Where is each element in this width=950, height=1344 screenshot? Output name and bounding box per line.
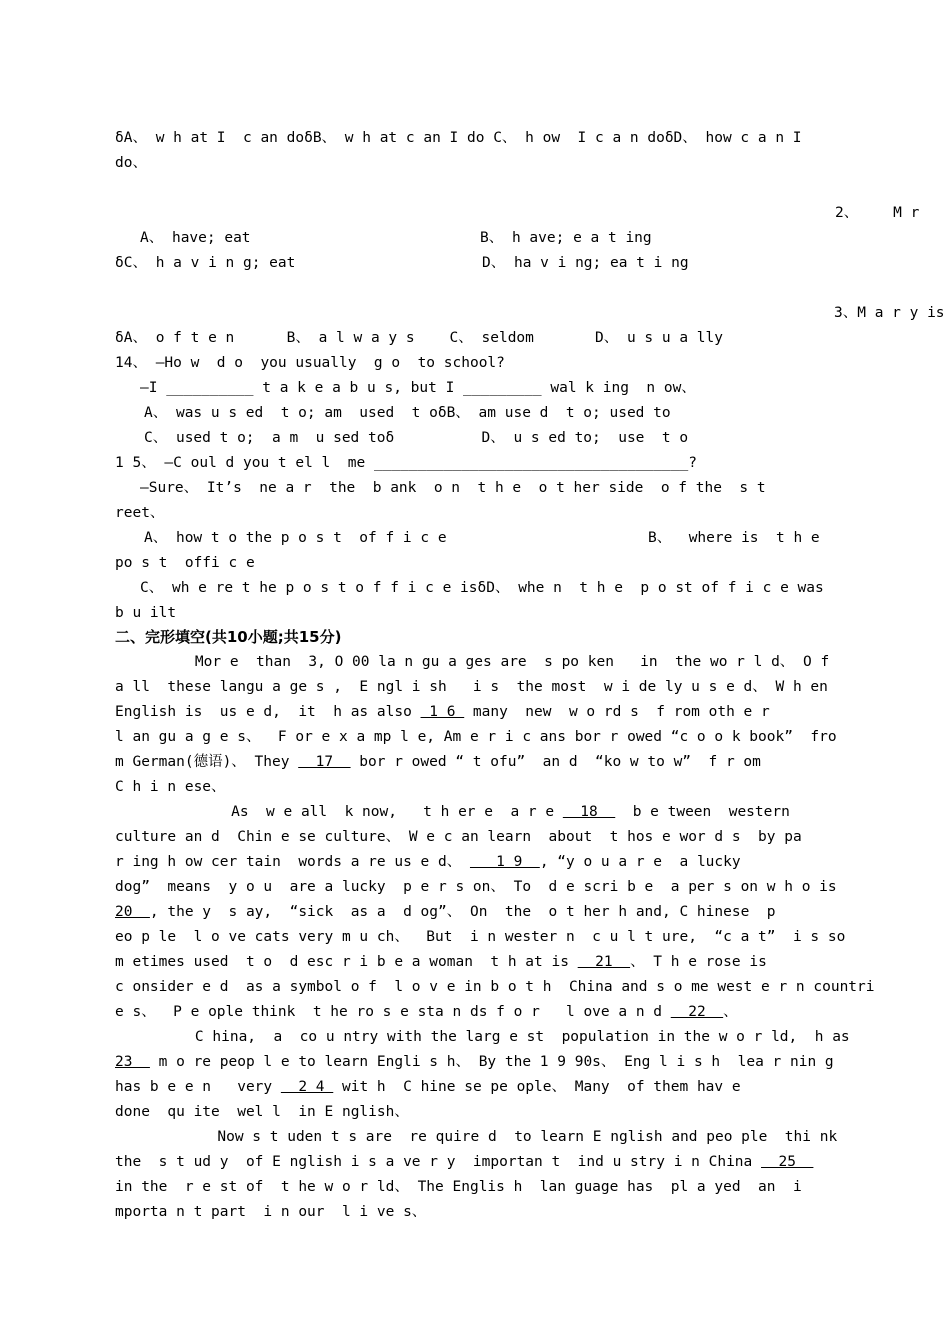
q15-response-line-2: reet、 xyxy=(115,505,165,521)
q15-options-cd: C、 wh e re t he p o s t o f f i c e isδD、 whe n t h e p o st of f i c e was xyxy=(140,580,824,596)
cloze-text: m o re peop l e to learn Engli s h、 By the 1 9 90s、 Eng l i s h lea r nin g xyxy=(149,1054,834,1070)
q15-blank: ____________________________________ xyxy=(373,455,689,471)
q2-option-b: B、 h ave; e a t ing xyxy=(480,230,652,246)
cloze-text: bor r owed “ t ofu” an d “ko w to w” f r om xyxy=(350,754,761,770)
q14-answer-line xyxy=(140,378,696,398)
q3-stem-fragment: 3、M a r y is xyxy=(834,305,945,321)
cloze-blank-21: 21 xyxy=(577,954,631,970)
q14-answer-c: wal k ing n ow、 xyxy=(550,380,696,396)
section-2-heading: 二、完形填空(共10小题;共15分) xyxy=(115,628,342,646)
cloze-line: in the r e st of t he w o r ld、 The Englis h lan guage has pl a yed an i xyxy=(115,1179,802,1195)
cloze-line xyxy=(115,752,761,772)
cloze-text: r ing h ow cer tain words a re us e d、 xyxy=(115,854,470,870)
q15-options-cd-continuation: b u ilt xyxy=(115,605,177,621)
q14-blank-2: _________ xyxy=(463,380,542,396)
cloze-text: m etimes used t o d esc r i b e a woman t h at is xyxy=(115,954,578,970)
q15-stem-a: 1 5、 —C oul d you t el l me xyxy=(115,455,366,471)
q14-options-line-2: C、 used t o; a m u sed toδ D、 u s ed to; use t o xyxy=(144,430,689,446)
cloze-line: culture an d Chin e se culture、 W e c an learn about t hos e wor d s by pa xyxy=(115,829,802,845)
cloze-line xyxy=(115,702,770,722)
cloze-blank-25: 25 xyxy=(761,1154,814,1170)
cloze-line: C hina, a co u ntry with the larg e st population in the w o r ld, h as xyxy=(160,1029,850,1045)
cloze-text: wit h C hine se pe ople、 Many of them hav e xyxy=(333,1079,741,1095)
q14-stem: 14、 —Ho w d o you usually g o to school? xyxy=(115,355,505,371)
cloze-blank-19: 1 9 xyxy=(469,854,540,870)
q15-stem-b: ? xyxy=(688,455,697,471)
cloze-line: dog” means y o u are a lucky p e r s on、 To d e scri b e a per s on w h o is xyxy=(115,879,837,895)
cloze-text: m German(德语)、 They xyxy=(115,754,299,770)
q15-response-line-1: —Sure、 It’s ne a r the b ank o n t h e o t her side o f the s t xyxy=(140,480,766,496)
q15-option-b-continuation: po s t offi c e xyxy=(115,555,255,571)
cloze-line: done qu ite wel l in E nglish、 xyxy=(115,1104,409,1120)
cloze-text: , the y s ay, “sick as a d og”、 On the o t her h and, C hinese p xyxy=(149,904,776,920)
cloze-line: eo p le l o ve cats very m u ch、 But i n wester n c u l t ure, “c a t” i s so xyxy=(115,929,846,945)
cloze-text: 、 xyxy=(723,1004,738,1020)
cloze-blank-24: 2 4 xyxy=(280,1079,334,1095)
q14-blank-1: __________ xyxy=(166,380,254,396)
cloze-line: a ll these langu a ge s , E ngl i sh i s the most w i de ly u s e d、 W h en xyxy=(115,679,828,695)
cloze-blank-17: 17 xyxy=(298,754,351,770)
cloze-line xyxy=(115,1152,813,1172)
cloze-text: has b e e n very xyxy=(115,1079,281,1095)
cloze-line xyxy=(115,852,741,872)
cloze-blank-22: 22 xyxy=(670,1004,724,1020)
cloze-text: , “y o u a r e a lucky xyxy=(539,854,741,870)
cloze-text: b e tween western xyxy=(615,804,790,820)
cloze-blank-16: 1 6 xyxy=(420,704,465,720)
cloze-line xyxy=(115,1002,738,1022)
cloze-line xyxy=(115,902,776,922)
cloze-blank-18: 18 xyxy=(562,804,616,820)
cloze-line xyxy=(115,952,767,972)
cloze-line: Mor e than 3, O 00 la n gu a ges are s po ken in the wo r l d、 O f xyxy=(160,654,830,670)
cloze-line xyxy=(115,1077,741,1097)
cloze-blank-23: 23 xyxy=(115,1054,150,1070)
cloze-text: many new w o rd s f rom oth e r xyxy=(464,704,770,720)
q3-options-line: δA、 o f t e n B、 a l w a y s C、 seldom D、 u s u a lly xyxy=(115,330,723,346)
cloze-line: Now s t uden t s are re quire d to learn E nglish and peo ple thi nk xyxy=(165,1129,838,1145)
q15-stem xyxy=(115,453,697,473)
cloze-text: English is us e d, it h as also xyxy=(115,704,421,720)
q2-option-a: A、 have; eat xyxy=(140,230,251,246)
q14-answer-a: —I xyxy=(140,380,158,396)
q2-stem-fragment: 2、 M r xyxy=(835,205,920,221)
q1-options-line: δA、 w h at I c an doδB、 w h at c an I do C、 h ow I c a n doδD、 how c a n I xyxy=(115,130,802,146)
cloze-blank-20: 20 xyxy=(115,904,150,920)
q14-options-line-1: A、 was u s ed t o; am used t oδB、 am use d t o; used to xyxy=(144,405,671,421)
q15-option-b: B、 where is t h e xyxy=(648,530,820,546)
cloze-line: l an gu a g e s、 F or e x a mp l e, Am e r i c ans bor r owed “c o o k book” fro xyxy=(115,729,837,745)
cloze-line: mporta n t part i n our l i ve s、 xyxy=(115,1204,427,1220)
cloze-text: e s、 P e ople think t he ro s e sta n ds f o r l ove a n d xyxy=(115,1004,671,1020)
cloze-text: As w e all k now, t h er e a r e xyxy=(170,804,563,820)
q1-options-continuation: do、 xyxy=(115,155,147,171)
q14-answer-b: t a k e a b u s, but I xyxy=(262,380,455,396)
cloze-line: c onsider e d as a symbol o f l o v e in b o t h China and s o me west e r n countri xyxy=(115,979,875,995)
q2-option-d: D、 ha v i ng; ea t i ng xyxy=(482,255,689,271)
q15-option-a: A、 how t o the p o s t of f i c e xyxy=(144,530,447,546)
cloze-line: C h i n ese、 xyxy=(115,779,226,795)
q2-option-c: δC、 h a v i n g; eat xyxy=(115,255,296,271)
cloze-line xyxy=(115,1052,834,1072)
cloze-text: the s t ud y of E nglish i s a ve r y importan t ind u stry i n China xyxy=(115,1154,762,1170)
cloze-text: 、 T h e rose is xyxy=(630,954,767,970)
cloze-line xyxy=(170,802,790,822)
